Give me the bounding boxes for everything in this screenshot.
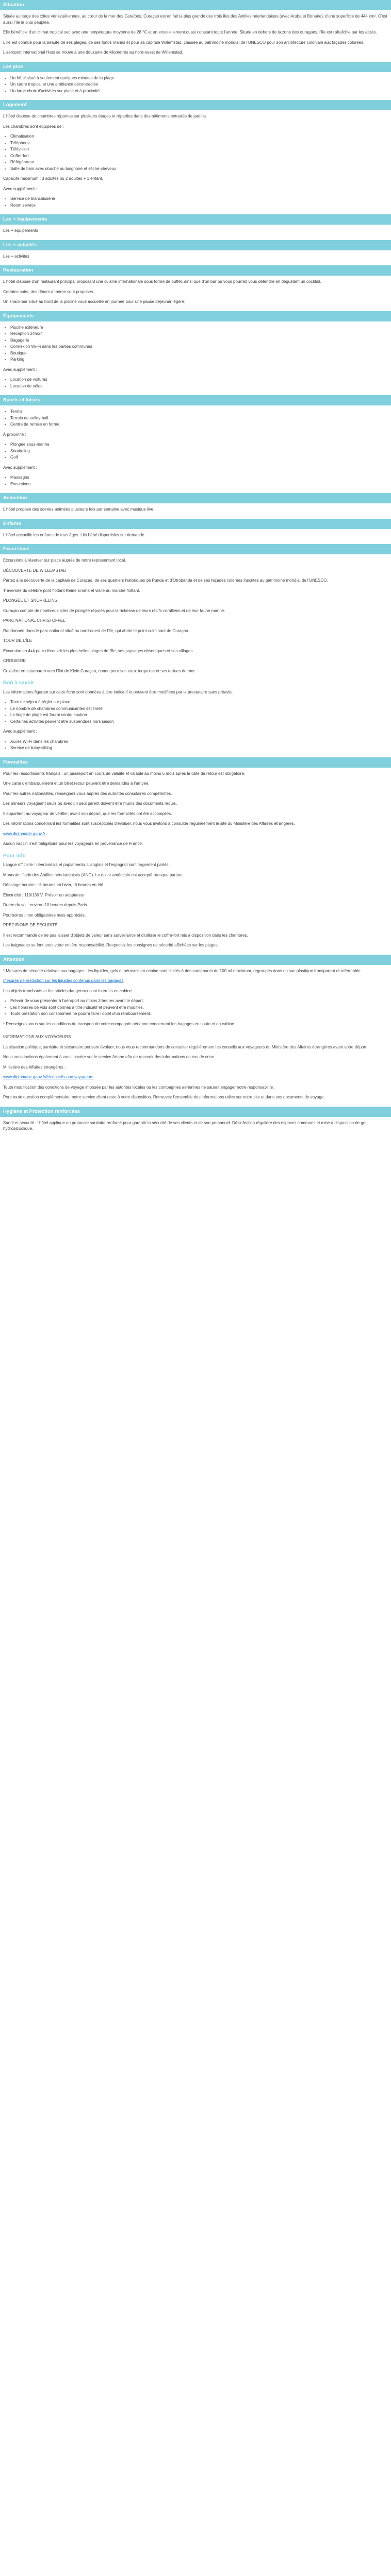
logement-list	[3, 133, 388, 172]
list-item: • Les horaires de vols sont donnés à titre indicatif et peuvent être modifiés.	[10, 1005, 388, 1011]
list-item: • Réception 24h/24	[10, 331, 388, 337]
logement-section	[3, 100, 388, 208]
bonsavoir-list	[3, 699, 388, 724]
equipements-header: Équipements	[0, 311, 391, 321]
attention-subtitle-1: INFORMATIONS AUX VOYAGEURS	[3, 1035, 71, 1039]
list-item: • Le linge de plage est fourni contre caution	[10, 712, 388, 718]
excursion-title-3: PARC NATIONAL CHRISTOFFEL	[3, 618, 66, 623]
excursion-title-2: PLONGÉE ET SNORKELING	[3, 598, 58, 603]
equipements-plus-text: Les + équipements	[3, 228, 38, 233]
bonsavoir-text-1: Les informations figurant sur cette fiche sont données à titre indicatif et peuvent être modifiées par le prestataire sans préavis.	[3, 689, 233, 694]
situation-header: Situation	[0, 0, 391, 10]
equipements-list	[3, 325, 388, 363]
sports-text-1: À proximité :	[3, 432, 26, 437]
list-item: • Certaines activités peuvent être suspendues hors saison	[10, 719, 388, 725]
sports-list	[3, 409, 388, 428]
list-item: • Service de blanchisserie	[10, 196, 388, 202]
equipements-text-1: Avec supplément :	[3, 367, 37, 372]
animation-section	[3, 493, 388, 513]
plus-section	[3, 62, 388, 94]
sports-list-3	[3, 474, 388, 487]
formalites-text-3: Pour les autres nationalités, renseignez-vous auprès des autorités consulaires compétentes.	[3, 791, 172, 796]
animation-header: Animation	[0, 493, 391, 503]
list-item: • Un large choix d'activités sur place et à proximité	[10, 88, 388, 94]
excursion-title-5: CROISIÈRE	[3, 658, 26, 663]
excursion-title-4: TOUR DE L'ÎLE	[3, 638, 32, 643]
excursion-text-2: Curaçao compte de nombreux sites de plongée réputés pour la richesse de leurs récifs coralliens et de leur faune marine.	[3, 608, 225, 613]
list-item: • Boutique	[10, 350, 388, 357]
conseils-voyageurs-link[interactable]: www.diplomatie.gouv.fr/fr/conseils-aux-voyageurs	[3, 1075, 94, 1079]
list-item: • Location de voitures	[10, 377, 388, 383]
list-item: • Prévoir de vous présenter à l'aéroport au moins 3 heures avant le départ.	[10, 998, 388, 1004]
formalites-text-6: Les informations concernant les formalités sont susceptibles d'évoluer, nous vous invitons à consulter régulièrement le site du Ministère des Affaires étrangères.	[3, 821, 295, 826]
formalites-header: Formalités	[0, 757, 391, 768]
enfants-text: L'hôtel accueille les enfants de tous âges. Lits bébé disponibles sur demande.	[3, 532, 145, 537]
list-item: • Un cadre tropical et une ambiance décontractée	[10, 81, 388, 88]
list-item: • Centre de remise en forme	[10, 421, 388, 428]
formalites-section	[3, 757, 388, 847]
plus-list	[3, 75, 388, 94]
situation-text-2: Elle bénéficie d'un climat tropical sec avec une température moyenne de 28 °C et un ensoleillement quasi constant toute l'année. Située en dehors de la zone des ouragans, l'île est rafraîchie par les alizés.	[3, 30, 377, 35]
attention-text-2: Les objets tranchants et les articles dangereux sont interdits en cabine.	[3, 988, 133, 993]
info-title: Pour info	[3, 853, 26, 859]
formalites-text-2: Une carte d'embarquement et un billet retour peuvent être demandés à l'arrivée.	[3, 781, 150, 786]
enfants-section	[3, 519, 388, 538]
list-item: • Salle de bain avec douche ou baignoire et sèche-cheveux	[10, 166, 388, 172]
list-item: • Tennis	[10, 409, 388, 415]
hygiene-text: Santé et sécurité : l'hôtel applique un protocole sanitaire renforcé pour garantir la sécurité de ses clients et de son personnel. Désinfection régulière des espaces communs et mise à disposition de gel hydroalcoolique.	[3, 1120, 368, 1131]
list-item: • Snorkeling	[10, 448, 388, 454]
attention-text-4: Ministère des Affaires étrangères :	[3, 1064, 66, 1070]
restauration-text-2: Certains soirs, des dîners à thème sont proposés.	[3, 289, 94, 294]
excursion-text-4: Excursion en 4x4 pour découvrir les plus belles plages de l'île, ses paysages désertiques et ses villages.	[3, 648, 194, 653]
info-text-5: Durée du vol : environ 10 heures depuis Paris.	[3, 903, 88, 907]
bonsavoir-list-2	[3, 739, 388, 751]
situation-text-1: Située au large des côtes vénézuéliennes, au cœur de la mer des Caraïbes, Curaçao est en fait la plus grande des trois îles des Antilles néerlandaises (avec Aruba et Bonaire), d'une superficie de 444 km². C'est aussi l'île la plus peuplée.	[3, 14, 389, 25]
excursions-header: Excursions	[0, 544, 391, 554]
list-item: • Un hôtel situé à seulement quelques minutes de la plage	[10, 75, 388, 81]
list-item: • Piscine extérieure	[10, 325, 388, 331]
excursion-text-3: Randonnée dans le parc national situé au nord-ouest de l'île, qui abrite le point culminant de Curaçao.	[3, 628, 189, 633]
restauration-text-1: L'hôtel dispose d'un restaurant principal proposant une cuisine internationale sous forme de buffet, ainsi que d'un bar où vous pourrez vous détendre en dégustant un cocktail.	[3, 279, 321, 284]
info-subtitle-1: PRÉCISIONS DE SÉCURITÉ	[3, 923, 58, 927]
hygiene-section	[3, 1107, 388, 1132]
equipements-plus-header: Les + équipements	[0, 214, 391, 225]
bonsavoir-section	[3, 680, 388, 751]
list-item: • Télévision	[10, 146, 388, 152]
list-item: • Plongée sous-marine	[10, 442, 388, 448]
list-item: • Climatisation	[10, 133, 388, 140]
info-text-2: Monnaie : florin des Antilles néerlandaises (ANG). Le dollar américain est accepté presque partout.	[3, 872, 184, 877]
sports-text-2: Avec supplément :	[3, 465, 37, 470]
list-item: • Location de vélos	[10, 383, 388, 389]
restauration-text-3: Un snack-bar situé au bord de la piscine vous accueille en journée pour une pause déjeuner légère.	[3, 299, 186, 304]
excursions-section	[3, 544, 388, 674]
excursion-text-1b: Traversée du célèbre pont flottant Reine Emma et visite du marché flottant.	[3, 588, 140, 593]
page	[0, 0, 391, 1159]
activites-plus-header: Les + activités	[0, 240, 391, 250]
formalites-text-4: Les mineurs voyageant seuls ou avec un seul parent doivent être munis des documents requis.	[3, 801, 177, 806]
attention-header: Attention	[0, 955, 391, 965]
list-item: • Terrain de volley-ball	[10, 415, 388, 421]
info-text-3: Décalage horaire : -5 heures en hiver, -6 heures en été.	[3, 883, 105, 887]
logement-header: Logement	[0, 100, 391, 110]
activites-plus-section	[3, 240, 388, 260]
list-item: • Room service	[10, 202, 388, 209]
enfants-header: Enfants	[0, 519, 391, 529]
formalites-text-5: Il appartient au voyageur de vérifier, avant son départ, que les formalités ont été accomplies.	[3, 811, 172, 816]
info-section	[3, 853, 388, 948]
list-item: • Toute prestation non consommée ne pourra faire l'objet d'un remboursement.	[10, 1011, 388, 1017]
logement-text-3: Capacité maximum : 3 adultes ou 2 adultes + 1 enfant.	[3, 176, 103, 181]
equipements-plus-section	[3, 214, 388, 234]
plus-header: Les plus	[0, 62, 391, 72]
formalites-text-7: Aucun vaccin n'est obligatoire pour les voyageurs en provenance de France.	[3, 841, 143, 846]
info-text-1: Langue officielle : néerlandais et papiamento. L'anglais et l'espagnol sont largement parlés.	[3, 862, 170, 867]
diplomatie-link[interactable]: www.diplomatie.gouv.fr	[3, 831, 45, 836]
sports-list-2	[3, 442, 388, 461]
list-item: • Parking	[10, 357, 388, 363]
info-text-6: Pourboires : non obligatoires mais appréciés.	[3, 912, 86, 918]
list-item: • Le nombre de chambres communicantes est limité	[10, 706, 388, 712]
logement-text-2: Les chambres sont équipées de :	[3, 124, 64, 129]
info-text-4: Électricité : 110/130 V. Prévoir un adaptateur.	[3, 892, 86, 897]
animation-text: L'hôtel propose des soirées animées plusieurs fois par semaine avec musique live.	[3, 507, 155, 512]
attention-section	[3, 955, 388, 1100]
logement-text-1: L'hôtel dispose de chambres réparties sur plusieurs étages et réparties dans des bâtiments entourés de jardins.	[3, 114, 207, 118]
hygiene-header: Hygiène et Protection renforcées	[0, 1107, 391, 1117]
sports-header: Sports et loisirs	[0, 395, 391, 405]
situation-text-4: L'aéroport international Hato se trouve à une douzaine de kilomètres au nord-ouest de Willemstad.	[3, 50, 183, 55]
attention-text-6: Pour toute question complémentaire, notre service client reste à votre disposition. Retrouvez l'ensemble des informations utiles sur notre site et dans vos documents de voyage.	[3, 1095, 325, 1099]
logement-list-2	[3, 196, 388, 208]
list-item: • Coffre-fort	[10, 153, 388, 159]
equipements-section	[3, 311, 388, 389]
excursion-text-5: Croisière en catamaran vers l'îlot de Klein Curaçao, connu pour ses eaux turquoise et ses tortues de mer.	[3, 668, 196, 673]
excursions-text: Excursions à réserver sur place auprès de notre représentant local.	[3, 558, 126, 563]
equipements-list-2	[3, 377, 388, 389]
restauration-header: Restauration	[0, 265, 391, 276]
sports-section	[3, 395, 388, 487]
formalites-text-1: Pour les ressortissants français : un passeport en cours de validité et valable au moins 6 mois après la date de retour est obligatoire.	[3, 771, 246, 776]
liquides-link[interactable]: mesures de restriction sur les liquides contenus dans les bagages	[3, 978, 124, 983]
excursion-text-1a: Partez à la découverte de la capitale de Curaçao, de ses quartiers historiques de Punda et d'Otrobanda et de ses façades colorées inscrites au patrimoine mondial de l'UNESCO.	[3, 578, 328, 583]
list-item: • Excursions	[10, 481, 388, 487]
attention-list	[3, 998, 388, 1017]
list-item: • Bagagerie	[10, 337, 388, 344]
restauration-section	[3, 265, 388, 305]
situation-text-3: L'île est connue pour la beauté de ses plages, de ses fonds marins et pour sa capitale Willemstad, classée au patrimoine mondial de l'UNESCO pour son architecture coloniale aux façades colorées.	[3, 40, 365, 45]
attention-sub-text-1: La situation politique, sanitaire et sécuritaire pouvant évoluer, nous vous recommandons de consulter régulièrement les conseils aux voyageurs du Ministère des Affaires étrangères avant votre départ.	[3, 1044, 368, 1049]
list-item: • Réfrigérateur	[10, 159, 388, 165]
list-item: • Service de baby-sitting	[10, 745, 388, 751]
attention-text-1: * Mesures de sécurité relatives aux bagages : les liquides, gels et aérosols en cabine sont limités à des contenants de 100 ml maximum, regroupés dans un sac plastique transparent et refermable.	[3, 968, 362, 973]
bonsavoir-text-2: Avec supplément :	[3, 729, 37, 734]
list-item: • Massages	[10, 474, 388, 481]
list-item: • Taxe de séjour à régler sur place	[10, 699, 388, 705]
attention-text-3: * Renseignez-vous sur les conditions de transport de votre compagnie aérienne concernant les bagages en soute et en cabine.	[3, 1021, 236, 1026]
attention-text-5: Toute modification des conditions de voyage imposée par les autorités locales ou les compagnies aériennes ne saurait engager notre responsabilité.	[3, 1084, 274, 1090]
attention-sub-text-2: Nous vous invitons également à vous inscrire sur le service Ariane afin de recevoir des informations en cas de crise.	[3, 1055, 215, 1059]
logement-text-4: Avec supplément :	[3, 186, 37, 191]
list-item: • Connexion Wi-Fi dans les parties communes	[10, 344, 388, 350]
list-item: • Téléphone	[10, 140, 388, 146]
info-sub-text-1: Il est recommandé de ne pas laisser d'objets de valeur sans surveillance et d'utiliser le coffre-fort mis à disposition dans les chambres.	[3, 933, 248, 938]
bonsavoir-title: Bon à savoir	[3, 680, 35, 686]
situation-section	[3, 0, 388, 56]
activites-plus-text: Les + activités	[3, 253, 29, 259]
excursion-title-1: DÉCOUVERTE DE WILLEMSTAD	[3, 568, 67, 573]
list-item: • Accès Wi-Fi dans les chambres	[10, 739, 388, 745]
list-item: • Golf	[10, 454, 388, 461]
info-sub-text-2: Les baignades se font sous votre entière responsabilité. Respectez les consignes de sécurité affichées sur les plages.	[3, 943, 219, 947]
